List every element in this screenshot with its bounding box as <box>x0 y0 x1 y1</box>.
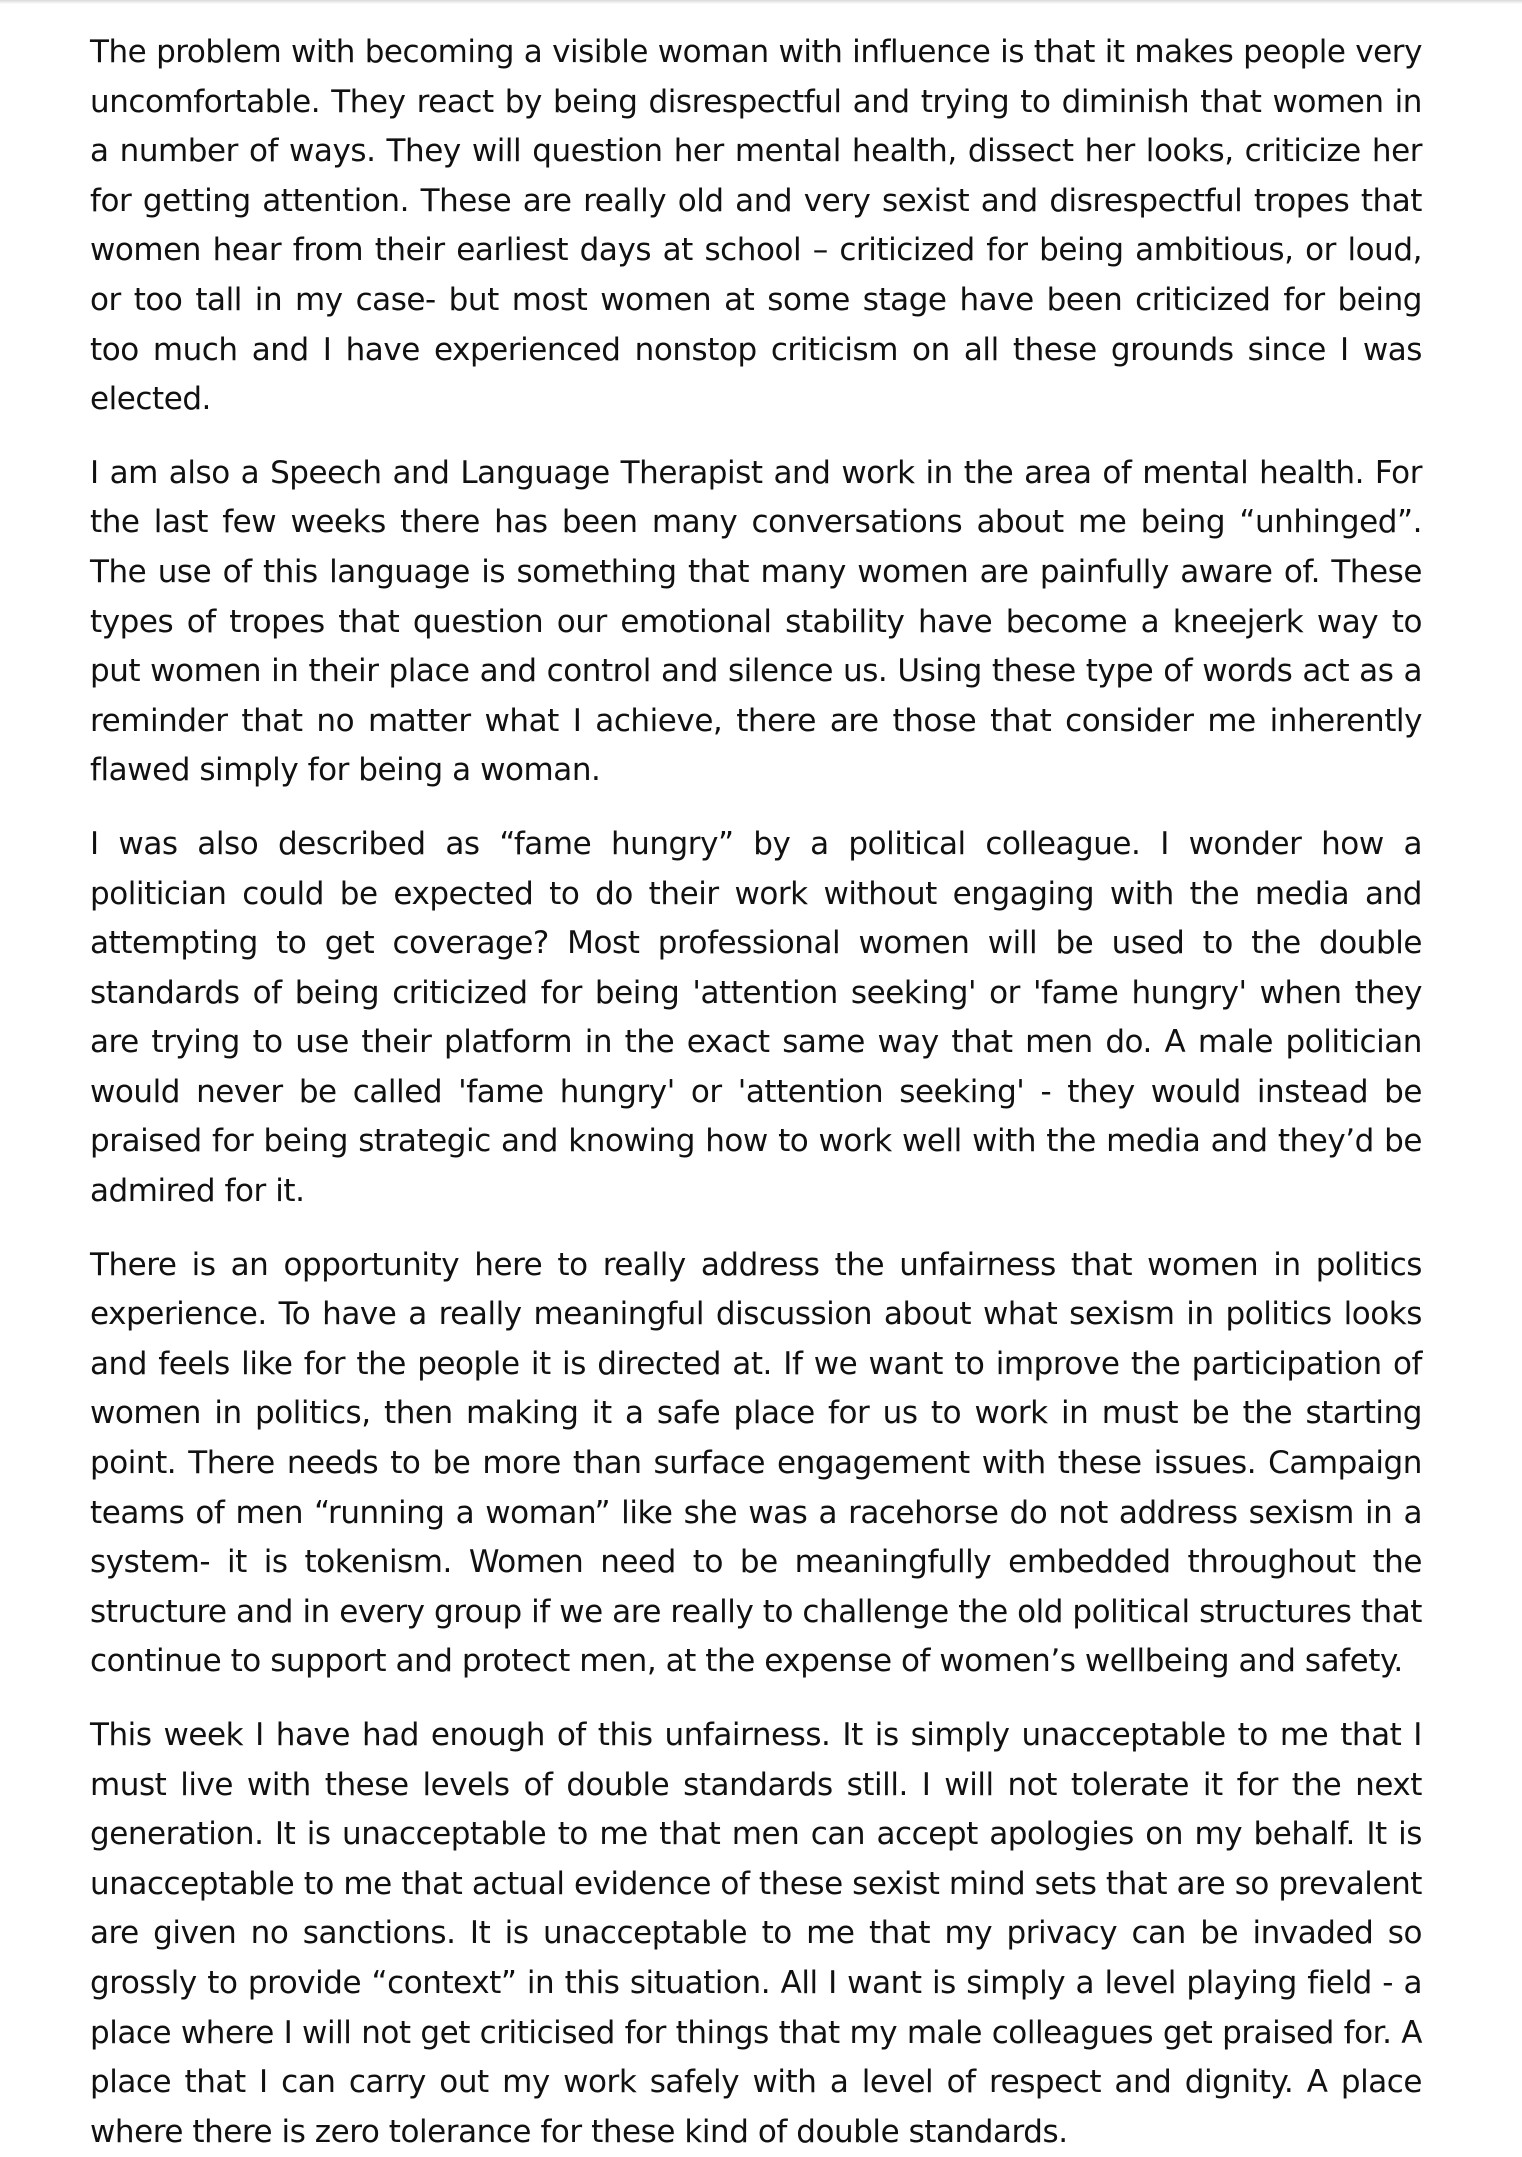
paragraph-2: I am also a Speech and Language Therapist and work in the area of mental health. For the last few weeks there has been many conversations about me being “unhinged”. The use of this language is something that many women are painfully aware of. These types of tropes that question our emotional stability have become a kneejerk way to put women in their place and control and silence us. Using these type of words act as a reminder that no matter what I achieve, there are those that consider me inherently flawed simply for being a woman. <box>90 454 1422 789</box>
paragraph-5: This week I have had enough of this unfairness. It is simply unacceptable to me that I must live with these levels of double standards still. I will not tolerate it for the next generation. It is unacceptable to me that men can accept apologies on my behalf. It is unacceptable to me that actual evidence of these sexist mind sets that are so prevalent are given no sanctions. It is unacceptable to me that my privacy can be invaded so grossly to provide “context” in this situation. All I want is simply a level playing field - a place where I will not get criticised for things that my male colleagues get praised for. A place that I can carry out my work safely with a level of respect and dignity. A place where there is zero tolerance for these kind of double standards. <box>90 1717 1422 2150</box>
paragraph-1: The problem with becoming a visible woman with influence is that it makes people very uncomfortable. They react by being disrespectful and trying to diminish that women in a number of ways. They will question her mental health, dissect her looks, criticize her for getting attention. These are really old and very sexist and disrespectful tropes that women hear from their earliest days at school – criticized for being ambitious, or loud, or too tall in my case- but most women at some stage have been criticized for being too much and I have experienced nonstop criticism on all these grounds since I was elected. <box>90 34 1422 418</box>
paragraph-4: There is an opportunity here to really address the unfairness that women in politics experience. To have a really meaningful discussion about what sexism in politics looks and feels like for the people it is directed at. If we want to improve the participation of women in politics, then making it a safe place for us to work in must be the starting point. There needs to be more than surface engagement with these issues. Campaign teams of men “running a woman” like she was a racehorse do not address sexism in a system- it is tokenism. Women need to be meaningfully embedded throughout the structure and in every group if we are really to challenge the old political structures that continue to support and protect men, at the expense of women’s wellbeing and safety. <box>90 1246 1422 1680</box>
paragraph-3: I was also described as “fame hungry” by a political colleague. I wonder how a politician could be expected to do their work without engaging with the media and attempting to get coverage? Most professional women will be used to the double standards of being criticized for being 'attention seeking' or 'fame hungry' when they are trying to use their platform in the exact same way that men do. A male politician would never be called 'fame hungry' or 'attention seeking' - they would instead be praised for being strategic and knowing how to work well with the media and they’d be admired for it. <box>90 825 1422 1210</box>
page-top-edge <box>0 0 1522 4</box>
document-page <box>90 28 1422 2157</box>
